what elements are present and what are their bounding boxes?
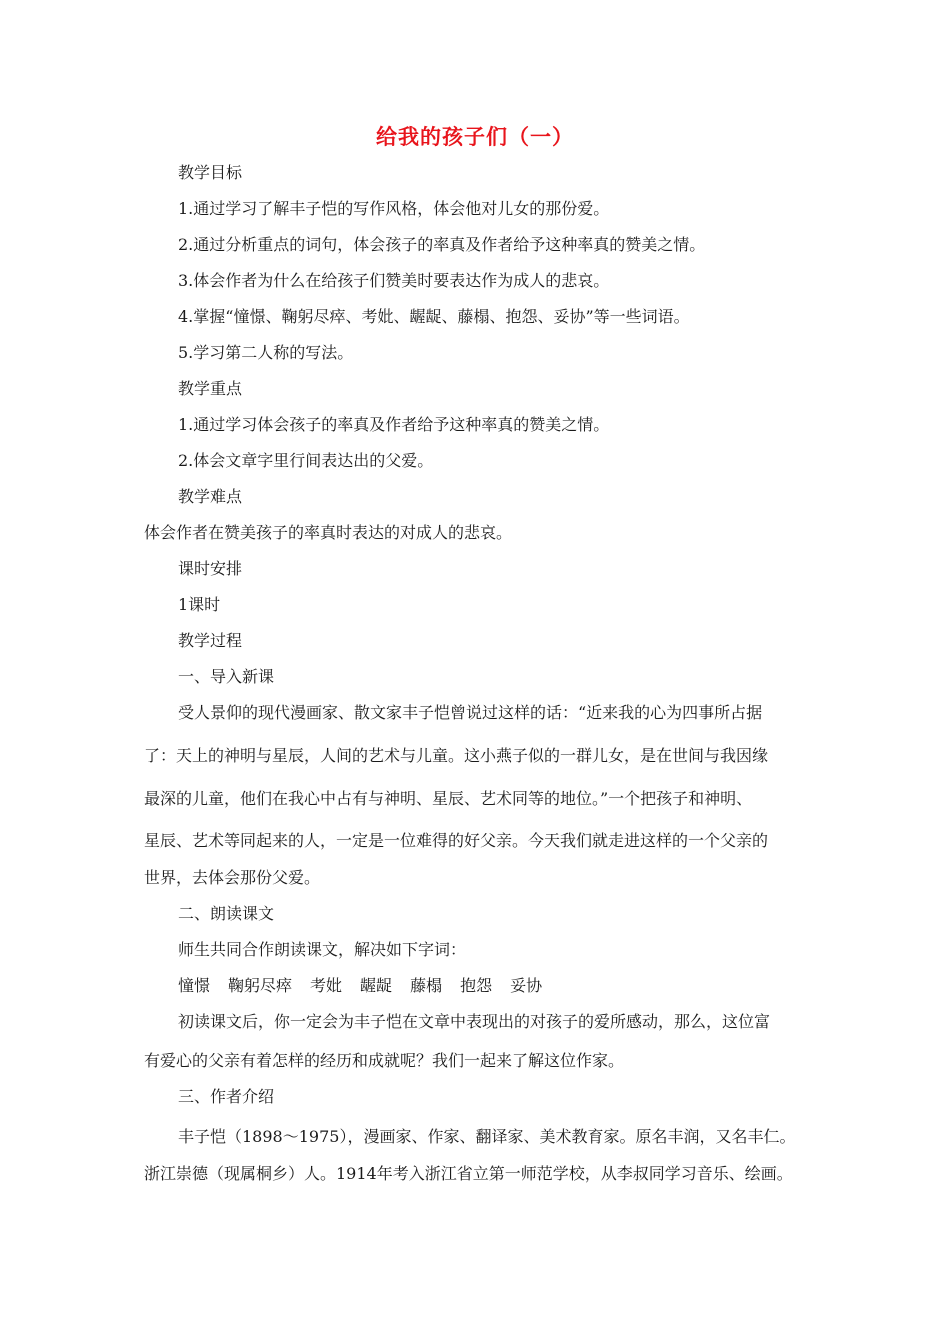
paragraph-line: 最深的儿童，他们在我心中占有与神明、星辰、艺术同等的地位。”一个把孩子和神明、 (144, 789, 753, 808)
vocab-word: 妥协 (510, 976, 543, 995)
paragraph-line: 丰子恺（1898～1975），漫画家、作家、翻译家、美术教育家。原名丰润，又名丰仁。 (178, 1127, 796, 1146)
objective-item: 1.通过学习了解丰子恺的写作风格，体会他对儿女的那份爱。 (178, 199, 610, 218)
part3-heading: 三、作者介绍 (178, 1087, 275, 1106)
vocab-word: 鞠躬尽瘁 (228, 976, 293, 995)
paragraph-line: 初读课文后，你一定会为丰子恺在文章中表现出的对孩子的爱所感动，那么，这位富 (178, 1012, 771, 1031)
part2-heading: 二、朗读课文 (178, 904, 275, 923)
part2-intro: 师生共同合作朗读课文，解决如下字词： (178, 940, 467, 959)
vocab-word: 考妣 (310, 976, 343, 995)
vocab-list (178, 976, 560, 996)
vocab-word: 藤榻 (410, 976, 443, 995)
process-heading: 教学过程 (178, 631, 243, 650)
paragraph-line: 了：天上的神明与星辰，人间的艺术与儿童。这小燕子似的一群儿女，是在世间与我因缘 (144, 746, 769, 765)
objective-item: 2.通过分析重点的词句，体会孩子的率真及作者给予这种率真的赞美之情。 (178, 235, 706, 254)
schedule-text: 1课时 (178, 595, 221, 614)
key-point-item: 1.通过学习体会孩子的率真及作者给予这种率真的赞美之情。 (178, 415, 610, 434)
difficulty-text: 体会作者在赞美孩子的率真时表达的对成人的悲哀。 (144, 523, 513, 542)
vocab-word: 抱怨 (460, 976, 493, 995)
objectives-heading: 教学目标 (178, 163, 243, 182)
paragraph-line: 星辰、艺术等同起来的人，一定是一位难得的好父亲。今天我们就走进这样的一个父亲的 (144, 831, 769, 850)
schedule-heading: 课时安排 (178, 559, 243, 578)
paragraph-line: 受人景仰的现代漫画家、散文家丰子恺曾说过这样的话：“近来我的心为四事所占据 (178, 703, 763, 722)
key-points-heading: 教学重点 (178, 379, 243, 398)
paragraph-line: 浙江崇德（现属桐乡）人。1914年考入浙江省立第一师范学校，从李叔同学习音乐、绘画。 (144, 1164, 793, 1183)
paragraph-line: 有爱心的父亲有着怎样的经历和成就呢？我们一起来了解这位作家。 (144, 1051, 625, 1070)
paragraph-line: 世界，去体会那份父爱。 (144, 868, 321, 887)
difficulty-heading: 教学难点 (178, 487, 243, 506)
part1-heading: 一、导入新课 (178, 667, 275, 686)
vocab-word: 憧憬 (178, 976, 211, 995)
key-point-item: 2.体会文章字里行间表达出的父爱。 (178, 451, 434, 470)
document-title: 给我的孩子们（一） (376, 125, 574, 149)
objective-item: 5.学习第二人称的写法。 (178, 343, 354, 362)
objective-item: 4.掌握“憧憬、鞠躬尽瘁、考妣、龌龊、藤榻、抱怨、妥协”等一些词语。 (178, 307, 690, 326)
objective-item: 3.体会作者为什么在给孩子们赞美时要表达作为成人的悲哀。 (178, 271, 610, 290)
vocab-word: 龌龊 (360, 976, 393, 995)
